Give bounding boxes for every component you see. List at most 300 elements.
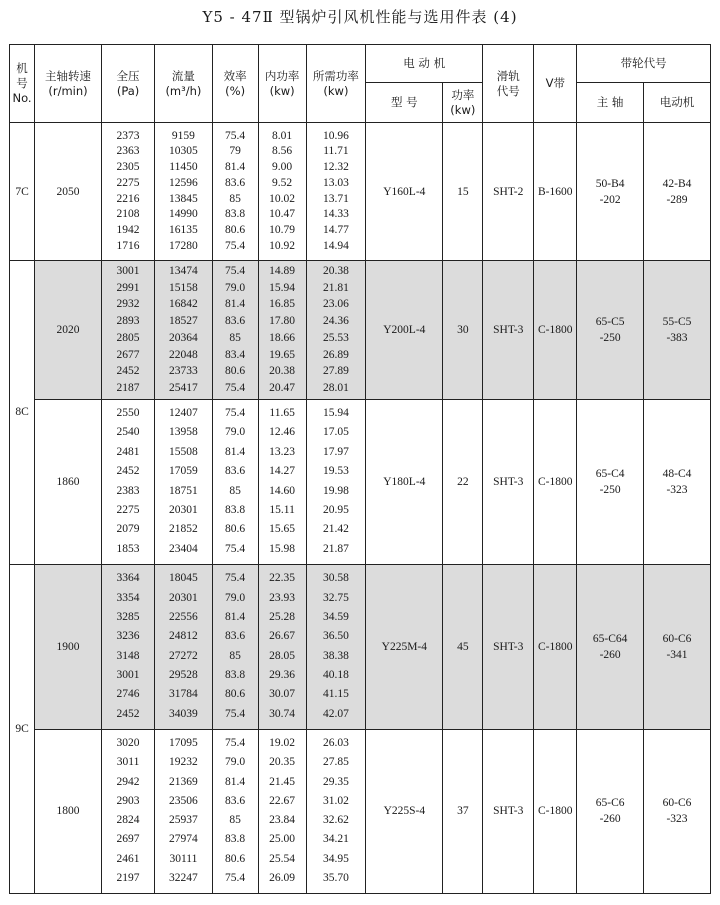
internal-power-list [258,729,306,893]
efficiency-list [212,261,258,400]
cell-value: 14.60 [269,484,296,497]
cell-value: 3001 [116,668,140,681]
cell-value: 9.00 [272,161,293,174]
pulley-motor-cell [644,564,711,729]
slide-rail-cell: SHT-3 [483,564,534,729]
cell-value: 13.23 [269,445,296,458]
cell-value: 75.4 [225,129,246,142]
cell-value: -289 [666,193,688,206]
required-power-list [306,123,366,261]
cell-value: 25.54 [269,852,296,865]
slide-rail-cell: SHT-3 [483,261,534,400]
cell-value: 27272 [169,649,198,662]
cell-value: 75.4 [225,707,246,720]
cell-value: 2550 [116,407,140,419]
cell-value: 13845 [169,192,198,205]
cell-value: 25.53 [322,331,349,344]
cell-value: 3020 [116,736,140,749]
pulley-main-cell [577,123,644,261]
cell-value: -202 [599,193,621,206]
slide-rail-cell: SHT-3 [483,729,534,893]
speed-cell: 1860 [35,399,102,564]
cell-value: 2452 [116,707,140,720]
cell-value: 81.4 [225,775,246,788]
pressure-list [101,261,154,400]
cell-value: 20.47 [269,381,296,394]
motor-model-cell: Y180L-4 [366,399,443,564]
pulley-main-cell [577,729,644,893]
cell-value: 19232 [169,756,198,769]
motor-power-cell: 30 [443,261,483,400]
cell-value: -260 [599,813,621,826]
cell-value: 80.6 [225,523,246,536]
cell-value: -323 [666,813,688,826]
cell-value: 85 [229,814,241,827]
cell-value: 29528 [169,668,198,681]
table-row [10,123,711,261]
pressure-list [101,729,154,893]
internal-power-list [258,564,306,729]
cell-value: 10.47 [269,208,296,221]
cell-value: -260 [599,648,621,661]
cell-value: 2383 [116,484,140,497]
cell-value: 15508 [169,445,198,458]
cell-value: 13958 [169,426,198,439]
cell-value: 81.4 [225,445,246,458]
cell-value: 20.38 [269,365,296,378]
cell-value: 79 [229,145,241,158]
cell-value: 8.01 [272,129,293,142]
cell-value: 65-C4 [595,467,625,480]
header-motor-model: 型 号 [366,83,443,123]
cell-value: 23506 [169,794,198,807]
header-speed: 主轴转速 (r/min) [35,45,102,123]
cell-value: 83.8 [225,208,246,221]
cell-value: 60-C6 [662,632,692,645]
cell-value: 2893 [116,315,140,328]
cell-value: 30.07 [269,688,296,701]
cell-value: 9159 [171,129,195,142]
cell-value: 3148 [116,649,140,662]
cell-value: 83.6 [225,465,246,478]
cell-value: 32.62 [322,814,349,827]
cell-value: 15.65 [269,523,296,536]
motor-model-cell: Y160L-4 [366,123,443,261]
flow-list [155,123,212,261]
motor-power-cell: 22 [443,399,483,564]
efficiency-list [212,729,258,893]
pressure-list [101,399,154,564]
cell-value: 14.94 [322,239,349,252]
cell-value: 34.21 [322,833,349,846]
cell-value: 75.4 [225,542,246,555]
cell-value: 79.0 [225,426,246,439]
cell-value: 2932 [116,298,140,311]
cell-value: 17.05 [322,426,349,439]
motor-power-cell: 15 [443,123,483,261]
cell-value: 18045 [169,572,198,585]
cell-value: 23.06 [322,298,349,311]
cell-value: 85 [229,649,241,662]
cell-value: 3354 [116,591,140,604]
cell-value: 21.45 [269,775,296,788]
cell-value: 16135 [169,223,198,236]
cell-value: -250 [599,331,621,344]
cell-value: 22556 [169,611,198,624]
cell-value: 17280 [169,239,198,252]
cell-value: 1716 [116,239,140,252]
cell-value: 75.4 [225,736,246,749]
cell-value: 75.4 [225,381,246,394]
machine-no-9c: 9C [10,564,35,893]
cell-value: 2079 [116,523,140,536]
cell-value: 32.75 [322,591,349,604]
cell-value: 2481 [116,445,140,458]
vbelt-cell: C-1800 [534,564,577,729]
cell-value: 34039 [169,707,198,720]
cell-value: 38.38 [322,649,349,662]
cell-value: 2197 [116,872,140,885]
cell-value: 13.71 [322,192,349,205]
cell-value: -341 [666,648,688,661]
cell-value: 10.92 [269,239,296,252]
cell-value: 2805 [116,331,140,344]
cell-value: 17.80 [269,315,296,328]
cell-value: 75.4 [225,572,246,585]
cell-value: 60-C6 [662,797,692,810]
cell-value: 65-C5 [595,315,625,328]
cell-value: 19.65 [269,348,296,361]
cell-value: 14.27 [269,465,296,478]
cell-value: 20.95 [322,504,349,517]
cell-value: 16.85 [269,298,296,311]
header-motor-power: 功率 (kw) [443,83,483,123]
cell-value: 13.03 [322,176,349,189]
cell-value: 41.15 [322,688,349,701]
cell-value: 2216 [116,192,140,205]
cell-value: 20364 [169,331,198,344]
cell-value: 26.09 [269,872,296,885]
cell-value: 23.84 [269,814,296,827]
cell-value: 2903 [116,794,140,807]
cell-value: 9.52 [272,176,293,189]
cell-value: 30.58 [322,572,349,585]
cell-value: 22048 [169,348,198,361]
header-pulley-motor: 电动机 [644,83,711,123]
cell-value: 18.66 [269,331,296,344]
cell-value: 28.01 [322,381,349,394]
cell-value: 14.77 [322,223,349,236]
cell-value: 30111 [169,852,198,865]
cell-value: 12407 [169,407,198,419]
cell-value: 1853 [116,542,140,555]
cell-value: 11450 [169,161,198,174]
cell-value: 17.97 [322,445,349,458]
cell-value: 2187 [116,381,140,394]
cell-value: 10305 [169,145,198,158]
cell-value: 29.36 [269,668,296,681]
cell-value: 2746 [116,688,140,701]
efficiency-list [212,564,258,729]
cell-value: 42.07 [322,707,349,720]
cell-value: 12596 [169,176,198,189]
cell-value: 27974 [169,833,198,846]
cell-value: 3236 [116,630,140,643]
cell-value: 42-B4 [662,177,692,190]
cell-value: 2275 [116,176,140,189]
cell-value: 35.70 [322,872,349,885]
cell-value: 21.87 [322,542,349,555]
table-row [10,729,711,893]
cell-value: 19.02 [269,736,296,749]
cell-value: 2540 [116,426,140,439]
pulley-main-cell [577,564,644,729]
cell-value: 15.94 [269,281,296,294]
cell-value: -250 [599,483,621,496]
flow-list [155,564,212,729]
required-power-list [306,564,366,729]
cell-value: 21369 [169,775,198,788]
speed-cell: 2020 [35,261,102,400]
cell-value: 21.42 [322,523,349,536]
cell-value: 85 [229,331,241,344]
cell-value: 25417 [169,381,198,394]
table-row [10,261,711,400]
cell-value: 80.6 [225,223,246,236]
cell-value: 83.8 [225,833,246,846]
cell-value: 2942 [116,775,140,788]
required-power-list [306,729,366,893]
cell-value: 34.59 [322,611,349,624]
cell-value: 13474 [169,265,198,277]
flow-list [155,399,212,564]
cell-value: 50-B4 [595,177,625,190]
cell-value: 1942 [116,223,140,236]
cell-value: 30.74 [269,707,296,720]
cell-value: 25937 [169,814,198,827]
cell-value: 83.6 [225,315,246,328]
cell-value: 27.85 [322,756,349,769]
cell-value: 79.0 [225,756,246,769]
cell-value: 48-C4 [662,467,692,480]
cell-value: 75.4 [225,265,246,277]
header-motor: 电 动 机 [366,45,483,83]
cell-value: 14.89 [269,265,296,277]
cell-value: 65-C6 [595,797,625,810]
cell-value: 40.18 [322,668,349,681]
required-power-list [306,399,366,564]
header-slide-rail: 滑轨 代号 [483,45,534,123]
cell-value: 15.98 [269,542,296,555]
page-title: Y5 - 47Ⅱ 型锅炉引风机性能与选用件表 (4) [202,8,518,26]
cell-value: 79.0 [225,591,246,604]
cell-value: 22.67 [269,794,296,807]
header-flow: 流量 (m³/h) [155,45,212,123]
cell-value: 2373 [116,129,140,142]
cell-value: 83.6 [225,794,246,807]
cell-value: 22.35 [269,572,296,585]
cell-value: 12.46 [269,426,296,439]
efficiency-list [212,399,258,564]
motor-power-cell: 45 [443,564,483,729]
cell-value: 25.28 [269,611,296,624]
header-pulley: 带轮代号 [577,45,711,83]
cell-value: 81.4 [225,611,246,624]
cell-value: 21.81 [322,281,349,294]
cell-value: 26.03 [322,736,349,749]
pulley-motor-cell [644,261,711,400]
cell-value: 31784 [169,688,198,701]
cell-value: 2275 [116,504,140,517]
cell-value: 80.6 [225,365,246,378]
header-required-power: 所需功率 (kw) [306,45,366,123]
cell-value: 17059 [169,465,198,478]
efficiency-list [212,123,258,261]
cell-value: 80.6 [225,852,246,865]
cell-value: 34.95 [322,852,349,865]
cell-value: 75.4 [225,407,246,419]
cell-value: 3364 [116,572,140,585]
cell-value: 3001 [116,265,140,277]
cell-value: 18527 [169,315,198,328]
vbelt-cell: B-1600 [534,123,577,261]
cell-value: -383 [666,331,688,344]
header-machine-no: 机 号 No. [10,45,35,123]
header-internal-power: 内功率 (kw) [258,45,306,123]
cell-value: 83.4 [225,348,246,361]
machine-no-7c: 7C [10,123,35,261]
speed-cell: 1900 [35,564,102,729]
cell-value: 19.53 [322,465,349,478]
cell-value: 14990 [169,208,198,221]
cell-value: 2991 [116,281,140,294]
cell-value: 85 [229,192,241,205]
motor-model-cell: Y225M-4 [366,564,443,729]
pulley-main-cell [577,399,644,564]
table-row [10,399,711,564]
motor-power-cell: 37 [443,729,483,893]
cell-value: 14.33 [322,208,349,221]
cell-value: 15.94 [322,407,349,419]
vbelt-cell: C-1800 [534,399,577,564]
cell-value: 15.11 [269,504,295,517]
cell-value: 31.02 [322,794,349,807]
cell-value: 23.93 [269,591,296,604]
cell-value: 26.89 [322,348,349,361]
cell-value: 11.65 [269,407,295,419]
cell-value: 25.00 [269,833,296,846]
cell-value: 28.05 [269,649,296,662]
table-row [10,564,711,729]
cell-value: 8.56 [272,145,293,158]
cell-value: 2461 [116,852,140,865]
cell-value: 10.02 [269,192,296,205]
machine-no-8c: 8C [10,261,35,565]
cell-value: 2697 [116,833,140,846]
cell-value: 27.89 [322,365,349,378]
header-efficiency: 效率 (%) [212,45,258,123]
cell-value: 20.38 [322,265,349,277]
cell-value: 83.6 [225,176,246,189]
cell-value: 2363 [116,145,140,158]
cell-value: 23404 [169,542,198,555]
flow-list [155,729,212,893]
required-power-list [306,261,366,400]
speed-cell: 1800 [35,729,102,893]
pulley-motor-cell [644,123,711,261]
cell-value: 26.67 [269,630,296,643]
header-pressure: 全压 (Pa) [101,45,154,123]
cell-value: 83.8 [225,504,246,517]
vbelt-cell: C-1800 [534,729,577,893]
cell-value: 75.4 [225,872,246,885]
cell-value: 65-C64 [592,632,628,645]
cell-value: 20301 [169,504,198,517]
cell-value: 55-C5 [662,315,692,328]
cell-value: 29.35 [322,775,349,788]
cell-value: 81.4 [225,161,246,174]
cell-value: 19.98 [322,484,349,497]
pulley-main-cell [577,261,644,400]
cell-value: 20.35 [269,756,296,769]
cell-value: 83.8 [225,668,246,681]
slide-rail-cell: SHT-3 [483,399,534,564]
internal-power-list [258,123,306,261]
cell-value: 24.36 [322,315,349,328]
cell-value: -323 [666,483,688,496]
cell-value: 20301 [169,591,198,604]
cell-value: 10.79 [269,223,296,236]
cell-value: 3011 [116,756,140,769]
cell-value: 85 [229,484,241,497]
cell-value: 16842 [169,298,198,311]
cell-value: 3285 [116,611,140,624]
cell-value: 79.0 [225,281,246,294]
cell-value: 17095 [169,736,198,749]
cell-value: 18751 [169,484,198,497]
vbelt-cell: C-1800 [534,261,577,400]
cell-value: 2452 [116,465,140,478]
cell-value: 75.4 [225,239,246,252]
cell-value: 10.96 [322,129,349,142]
internal-power-list [258,261,306,400]
slide-rail-cell: SHT-2 [483,123,534,261]
cell-value: 2824 [116,814,140,827]
pulley-motor-cell [644,729,711,893]
motor-model-cell: Y200L-4 [366,261,443,400]
cell-value: 2305 [116,161,140,174]
header-vbelt: V带 [534,45,577,123]
pressure-list [101,564,154,729]
cell-value: 80.6 [225,688,246,701]
cell-value: 83.6 [225,630,246,643]
speed-cell: 2050 [35,123,102,261]
flow-list [155,261,212,400]
cell-value: 81.4 [225,298,246,311]
cell-value: 2452 [116,365,140,378]
cell-value: 36.50 [322,630,349,643]
header-pulley-main: 主 轴 [577,83,644,123]
cell-value: 32247 [169,872,198,885]
cell-value: 2108 [116,208,140,221]
performance-table [9,44,711,894]
cell-value: 11.71 [323,145,349,158]
motor-model-cell: Y225S-4 [366,729,443,893]
cell-value: 12.32 [322,161,349,174]
cell-value: 15158 [169,281,198,294]
cell-value: 21852 [169,523,198,536]
pressure-list [101,123,154,261]
